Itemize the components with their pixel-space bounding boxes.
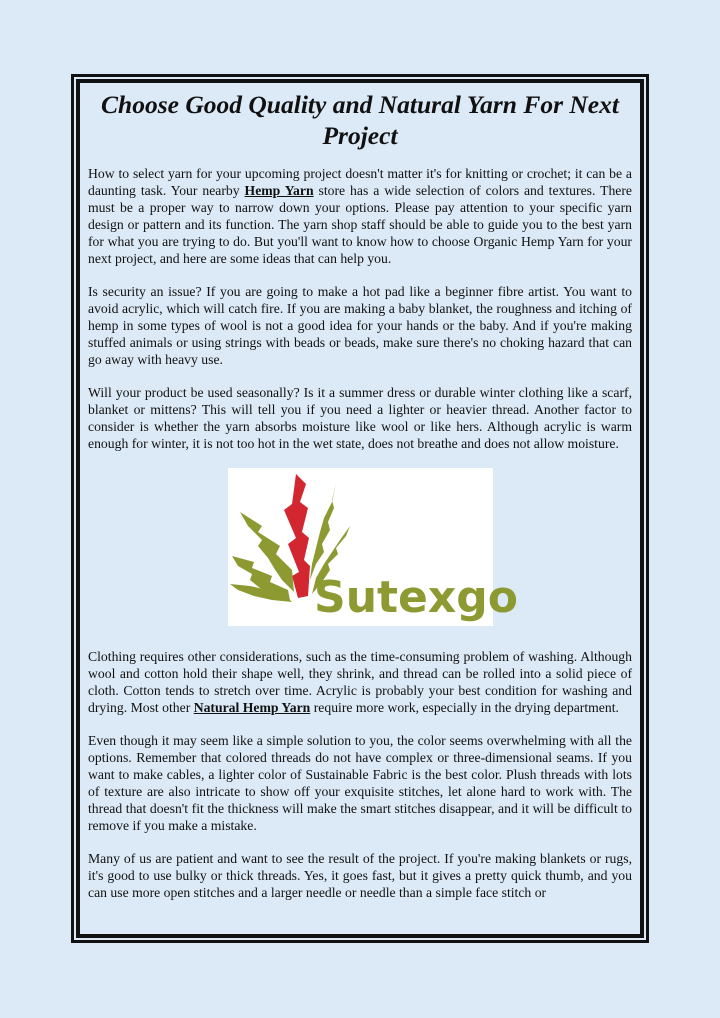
paragraph-1: How to select yarn for your upcoming project doesn't matter it's for knitting or crochet; it can be a daunting task. Your nearby Hemp Yarn store has a wide selection of colors and textures. There must be a proper way to narrow down your options. Please pay attention to your specific yarn design or pattern and its function. The yarn shop staff should be able to guide you to the best yarn for what you are trying to do. But you'll want to know how to choose Organic Hemp Yarn for your next project, and here are some ideas that can help you. <box>88 166 632 266</box>
paragraph-4: Clothing requires other considerations, such as the time-consuming problem of washing. Although wool and cotton hold their shape well, they shrink, and thread can be rolled into a solid piece of cloth. Cotton tends to stretch over time. Acrylic is probably your best condition for washing and drying. Most other Natural Hemp Yarn require more work, especially in the drying department. <box>88 649 632 715</box>
paragraph-6: Many of us are patient and want to see the result of the project. If you're making blankets or rugs, it's good to use bulky or thick threads. Yes, it goes fast, but it gives a pretty quick thumb, and you can use more open stitches and a larger needle or needle than a simple face stitch or <box>88 851 632 900</box>
article <box>88 89 632 917</box>
article-title: Choose Good Quality and Natural Yarn For Next Project <box>101 90 619 150</box>
hemp-yarn-link[interactable]: Hemp Yarn <box>244 183 314 198</box>
paragraph-5: Even though it may seem like a simple solution to you, the color seems overwhelming with all the options. Remember that colored threads do not have complex or three-dimensional seams. If you want to make cables, a lighter color of Sustainable Fabric is the best color. Plush threads with lots of texture are also intricate to show off your exquisite stitches, let alone hard to work with. The thread that doesn't fit the thickness will make the smart stitches disappear, and it will be difficult to remove if you make a mistake. <box>88 733 632 833</box>
paragraph-3: Will your product be used seasonally? Is it a summer dress or durable winter clothing like a scarf, blanket or mittens? This will tell you if you need a lighter or heavier thread. Another factor to consider is whether the yarn absorbs moisture like wool or like hers. Although acrylic is warm enough for winter, it is not too hot in the wet state, does not breathe and does not allow moisture. <box>88 385 632 451</box>
natural-hemp-yarn-link[interactable]: Natural Hemp Yarn <box>193 700 311 715</box>
page-border <box>71 74 649 943</box>
logo-olive-leaf-right-top <box>310 484 336 580</box>
paragraph-2: Is security an issue? If you are going to make a hot pad like a beginner fibre artist. You want to avoid acrylic, which will catch fire. If you are making a baby blanket, the roughness and itching of hemp in some types of wool is not a good idea for your hands or the baby. And if you're making stuffed animals or using strings with beads or beads, make sure there's no choking hazard that can go away with heavy use. <box>88 284 632 367</box>
logo-wordmark: Sutexgo <box>313 572 518 623</box>
sutexgo-logo-icon <box>228 468 518 626</box>
page-border-inner <box>77 80 643 937</box>
logo-container <box>88 468 632 626</box>
sutexgo-logo <box>228 468 518 626</box>
